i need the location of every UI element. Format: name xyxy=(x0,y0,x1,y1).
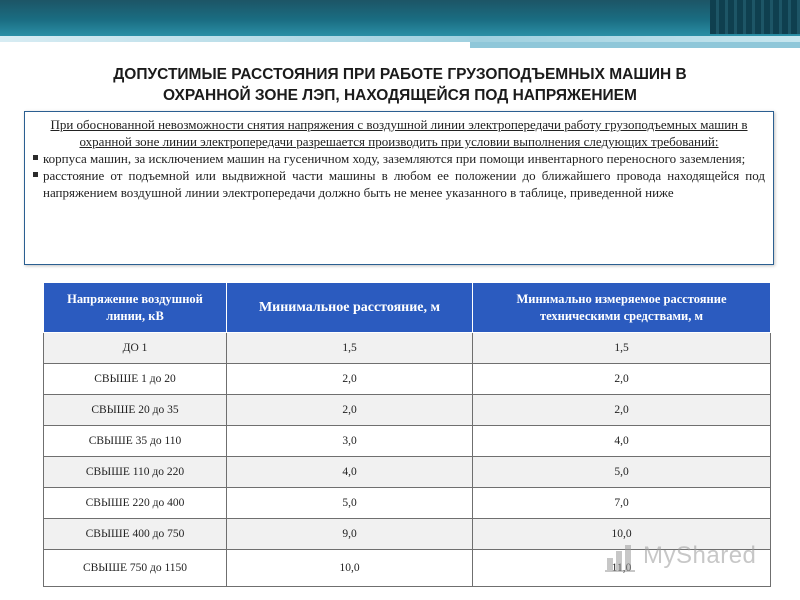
cell-min-distance: 5,0 xyxy=(227,488,473,519)
header-voltage: Напряжение воздушной линии, кВ xyxy=(44,283,227,333)
cell-voltage: СВЫШЕ 400 до 750 xyxy=(44,519,227,550)
slide-title-line-2: ОХРАННОЙ ЗОНЕ ЛЭП, НАХОДЯЩЕЙСЯ ПОД НАПРЯЖЕНИЕМ xyxy=(163,87,637,104)
cell-voltage: СВЫШЕ 20 до 35 xyxy=(44,395,227,426)
cell-measured-distance: 2,0 xyxy=(473,395,771,426)
table-row xyxy=(44,457,771,488)
cell-voltage: СВЫШЕ 750 до 1150 xyxy=(44,550,227,587)
square-bullet-icon xyxy=(33,155,38,160)
cell-measured-distance: 5,0 xyxy=(473,457,771,488)
cell-measured-distance: 1,5 xyxy=(473,333,771,364)
requirement-bullet-1-text: корпуса машин, за исключением машин на гусеничном ходу, заземляются при помощи инвентарного переносного заземления; xyxy=(43,151,746,166)
cell-measured-distance: 10,0 xyxy=(473,519,771,550)
cell-min-distance: 4,0 xyxy=(227,457,473,488)
table-row xyxy=(44,488,771,519)
requirement-bullet-1 xyxy=(33,150,765,167)
table-row xyxy=(44,333,771,364)
cell-voltage: СВЫШЕ 35 до 110 xyxy=(44,426,227,457)
cell-min-distance: 3,0 xyxy=(227,426,473,457)
cell-voltage: СВЫШЕ 220 до 400 xyxy=(44,488,227,519)
top-decorative-band xyxy=(0,0,800,36)
table-row xyxy=(44,364,771,395)
slide-title xyxy=(40,64,760,106)
slide-title-line-1: ДОПУСТИМЫЕ РАССТОЯНИЯ ПРИ РАБОТЕ ГРУЗОПОДЪЕМНЫХ МАШИН В xyxy=(113,66,687,83)
watermark-text: MyShared xyxy=(643,542,757,569)
cell-voltage: ДО 1 xyxy=(44,333,227,364)
top-band-accent-strip xyxy=(470,42,800,48)
table-row xyxy=(44,426,771,457)
table-header-row xyxy=(44,283,771,333)
square-bullet-icon xyxy=(33,172,38,177)
bar-chart-icon xyxy=(605,542,639,572)
cell-voltage: СВЫШЕ 110 до 220 xyxy=(44,457,227,488)
cell-voltage: СВЫШЕ 1 до 20 xyxy=(44,364,227,395)
cell-min-distance: 2,0 xyxy=(227,395,473,426)
cell-min-distance: 1,5 xyxy=(227,333,473,364)
top-band-dark-block xyxy=(710,0,800,34)
requirements-intro: При обоснованной невозможности снятия напряжения с воздушной линии электропередачи работу грузоподъемных машин в охранной зоне линии электропередачи разрешается производить при условии выполнения следующих требований: xyxy=(50,117,748,149)
cell-min-distance: 10,0 xyxy=(227,550,473,587)
header-min-distance: Минимальное расстояние, м xyxy=(227,283,473,333)
requirement-bullet-2 xyxy=(33,167,765,201)
requirement-bullet-2-text: расстояние от подъемной или выдвижной части машины в любом ее положении до ближайшего провода находящейся под напряжением воздушной линии электропередачи должно быть не менее указанного в таблице, приведенной ниже xyxy=(43,168,765,200)
cell-measured-distance: 4,0 xyxy=(473,426,771,457)
cell-min-distance: 2,0 xyxy=(227,364,473,395)
table-row xyxy=(44,395,771,426)
requirements-text-box xyxy=(24,111,774,265)
cell-measured-distance: 2,0 xyxy=(473,364,771,395)
header-measured-distance: Минимально измеряемое расстояние техническими средствами, м xyxy=(473,283,771,333)
cell-measured-distance: 7,0 xyxy=(473,488,771,519)
cell-min-distance: 9,0 xyxy=(227,519,473,550)
myshared-watermark xyxy=(603,538,773,580)
